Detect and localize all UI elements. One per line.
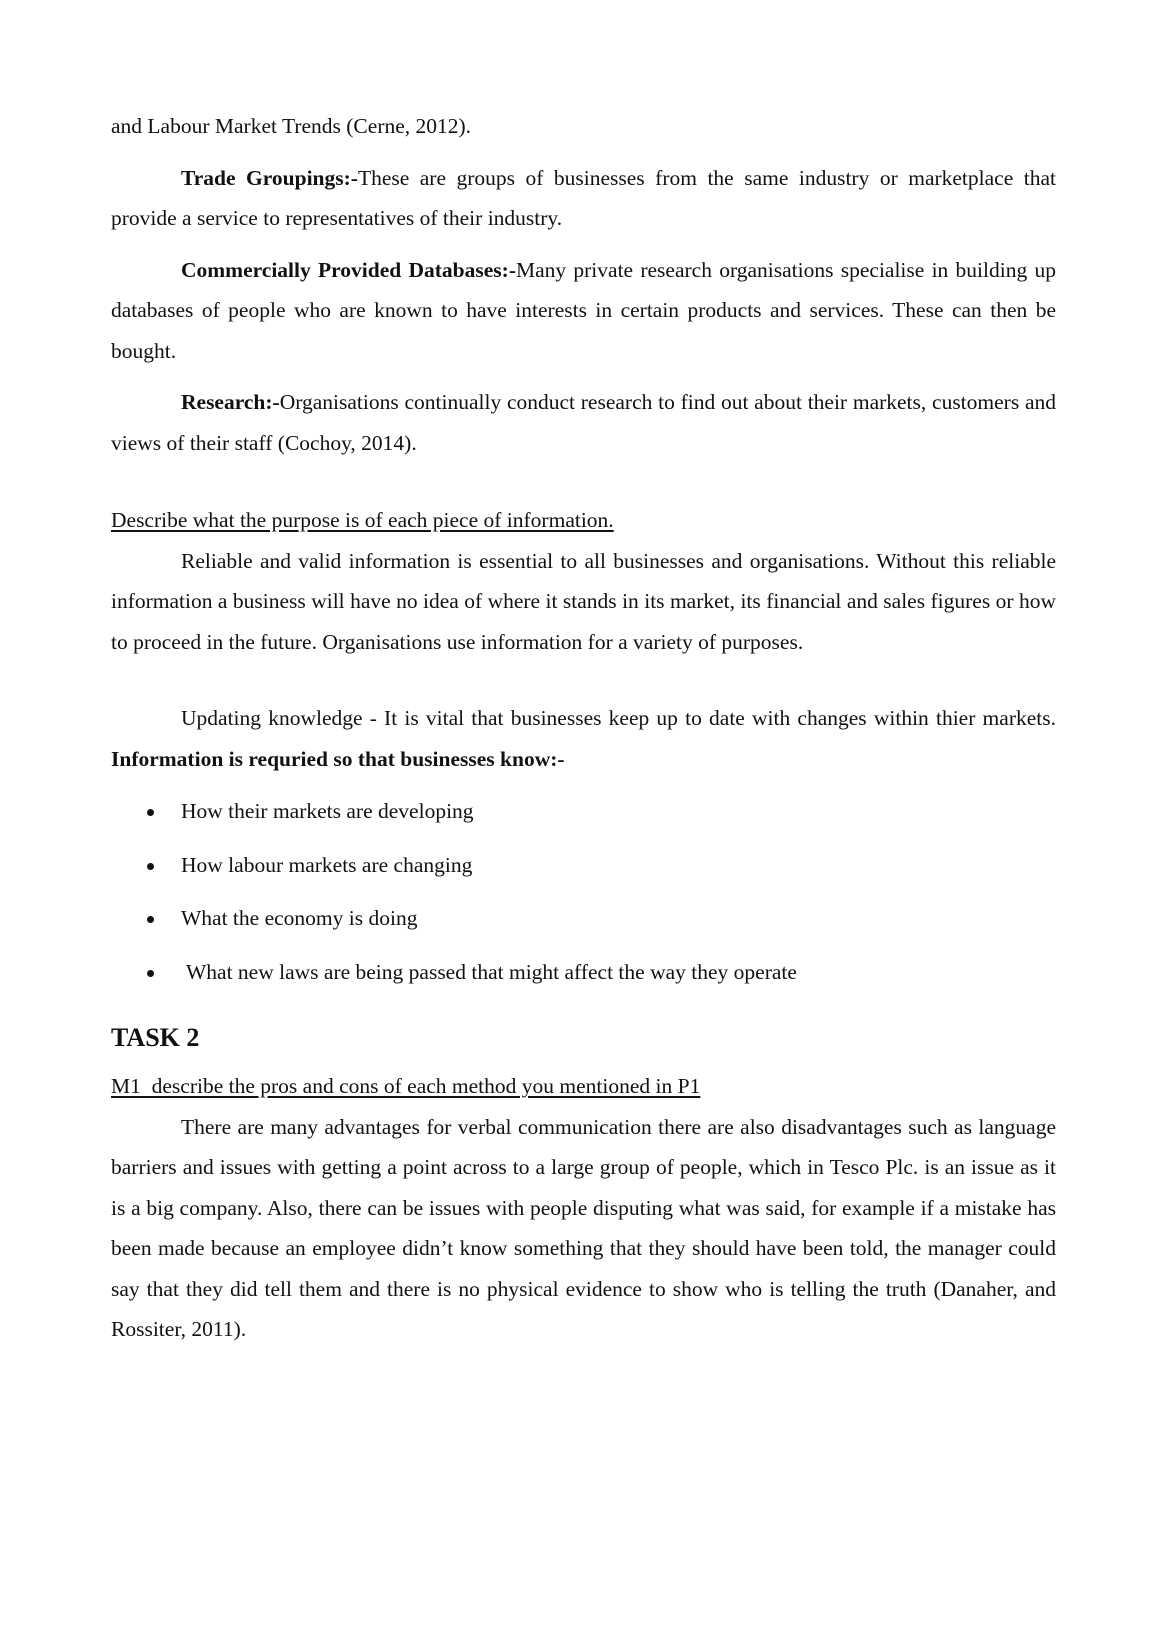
- task-heading: TASK 2: [111, 1023, 200, 1052]
- term-commercial-databases: Commercially Provided Databases:-: [181, 257, 516, 282]
- paragraph-labour-market-trends: and Labour Market Trends (Cerne, 2012).: [111, 114, 472, 138]
- list-item: [111, 952, 1056, 993]
- section-heading-m1: M1 describe the pros and cons of each method you mentioned in P1: [111, 1074, 701, 1098]
- updating-knowledge-bold: Information is requried so that businesses know:-: [111, 746, 565, 771]
- document-body: [111, 106, 1056, 1350]
- paragraph-updating-knowledge: [111, 698, 1056, 779]
- paragraph-research: [111, 382, 1056, 463]
- paragraph-commercial-databases: [111, 250, 1056, 372]
- term-research: Research:-: [181, 390, 280, 414]
- term-trade-groupings: Trade Groupings:-: [181, 165, 358, 190]
- bullet-icon: [147, 916, 154, 923]
- list-item-text: How their markets are developing: [181, 799, 474, 823]
- list-item: [111, 791, 1056, 832]
- list-item-text: How labour markets are changing: [181, 852, 473, 877]
- list-item-text: What the economy is doing: [181, 906, 418, 930]
- bullet-icon: [147, 809, 154, 816]
- definition-trade-groupings: These are groups of businesses from the same industry or marketplace that provide a service to representatives of their industry.: [111, 165, 1056, 230]
- section-heading-purpose: Describe what the purpose is of each piece of information.: [111, 508, 614, 532]
- bullet-icon: [147, 863, 154, 870]
- definition-research: Organisations continually conduct research to find out about their markets, customers and views of their staff (Cochoy, 2014).: [111, 390, 1056, 455]
- paragraph-m1: There are many advantages for verbal communication there are also disadvantages such as language barriers and issues with getting a point across to a large group of people, which in Tesco Plc. is an issue as it is a big company. Also, there can be issues with people disputing what was said, for example if a mistake has been made because an employee didn’t know something that they should have been told, the manager could say that they did tell them and there is no physical evidence to show who is telling the truth (Danaher, and Rossiter, 2011).: [111, 1114, 1056, 1341]
- updating-knowledge-text: Updating knowledge - It is vital that businesses keep up to date with changes within thier markets.: [181, 706, 1056, 730]
- bullet-list: [111, 791, 1056, 992]
- list-item-text: What new laws are being passed that might affect the way they operate: [181, 959, 797, 984]
- list-item: [111, 898, 1056, 939]
- bullet-icon: [147, 970, 154, 977]
- list-item: [111, 845, 1056, 886]
- definition-commercial-databases: Many private research organisations specialise in building up databases of people who are known to have interests in certain products and services. These can then be bought.: [111, 257, 1056, 363]
- paragraph-trade-groupings: [111, 158, 1056, 239]
- paragraph-purpose: Reliable and valid information is essential to all businesses and organisations. Without this reliable information a business will have no idea of where it stands in its market, its financial and sales figures or how to proceed in the future. Organisations use information for a variety of purposes.: [111, 548, 1056, 654]
